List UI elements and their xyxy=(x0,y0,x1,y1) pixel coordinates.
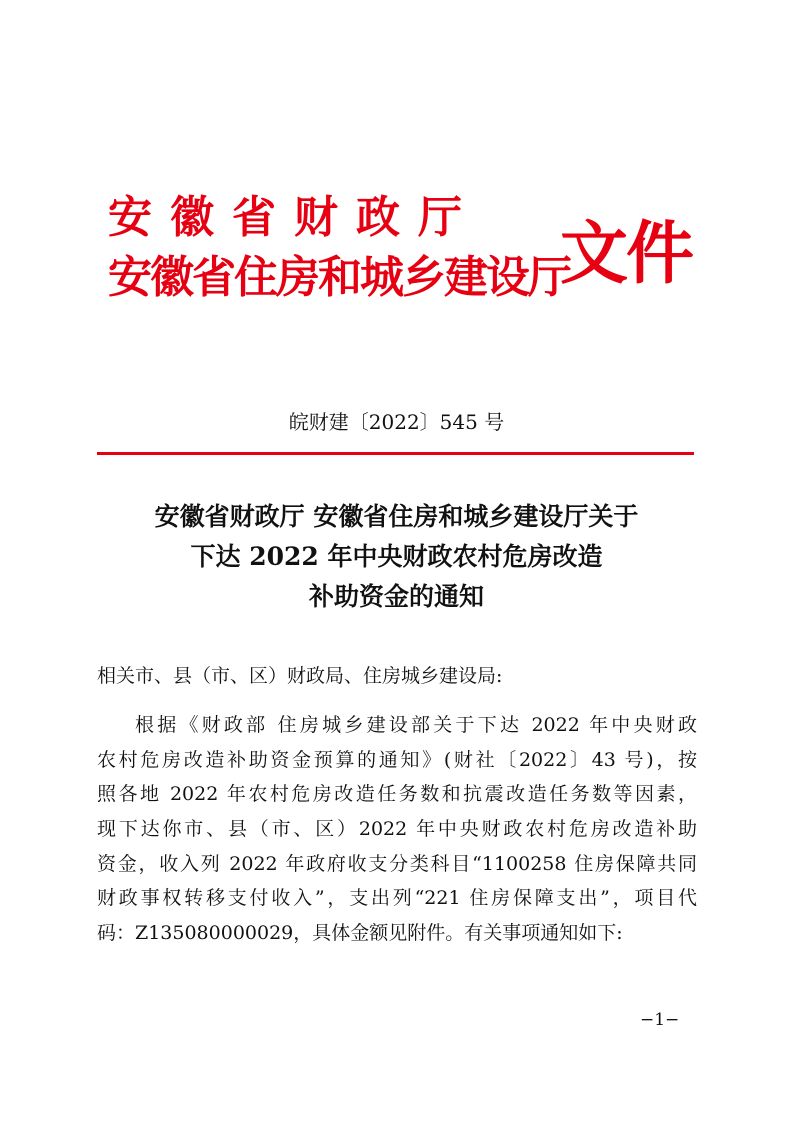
title-line-2: 下达 2022 年中央财政农村危房改造 xyxy=(190,542,603,571)
issuer-housing-dept: 安徽省住房和城乡建设厅 xyxy=(108,252,570,303)
body-line-4: 现下达你市、县（市、区）2022 年中央财政农村危房改造补助 xyxy=(97,818,697,841)
title-line-1: 安徽省财政厅 安徽省住房和城乡建设厅关于 xyxy=(154,502,639,531)
document-suffix: 文件 xyxy=(560,214,693,294)
document-number: 皖财建〔2022〕545 号 xyxy=(288,410,505,434)
body-line-5: 资金，收入列 2022 年政府收支分类科目“1100258 住房保障共同 xyxy=(97,852,697,875)
title-line-3: 补助资金的通知 xyxy=(308,582,484,611)
body-line-6: 财政事权转移支付收入”，支出列“221 住房保障支出”，项目代 xyxy=(97,887,697,910)
page-number: −1− xyxy=(640,1010,680,1030)
document-header xyxy=(108,192,708,322)
document-title xyxy=(60,497,733,617)
body-line-1: 根据《财政部 住房城乡建设部关于下达 2022 年中央财政 xyxy=(135,714,697,736)
body-paragraph xyxy=(97,708,697,951)
body-line-2: 农村危房改造补助资金预算的通知》(财社〔2022〕43 号)，按 xyxy=(97,748,697,771)
body-line-3: 照各地 2022 年农村危房改造任务数和抗震改造任务数等因素， xyxy=(97,783,697,806)
red-divider xyxy=(97,452,694,455)
salutation: 相关市、县（市、区）财政局、住房城乡建设局: xyxy=(97,665,503,687)
body-line-7: 码：Z135080000029，具体金额见附件。有关事项通知如下: xyxy=(97,922,623,945)
issuer-finance-dept: 安徽省财政厅 xyxy=(108,192,480,243)
